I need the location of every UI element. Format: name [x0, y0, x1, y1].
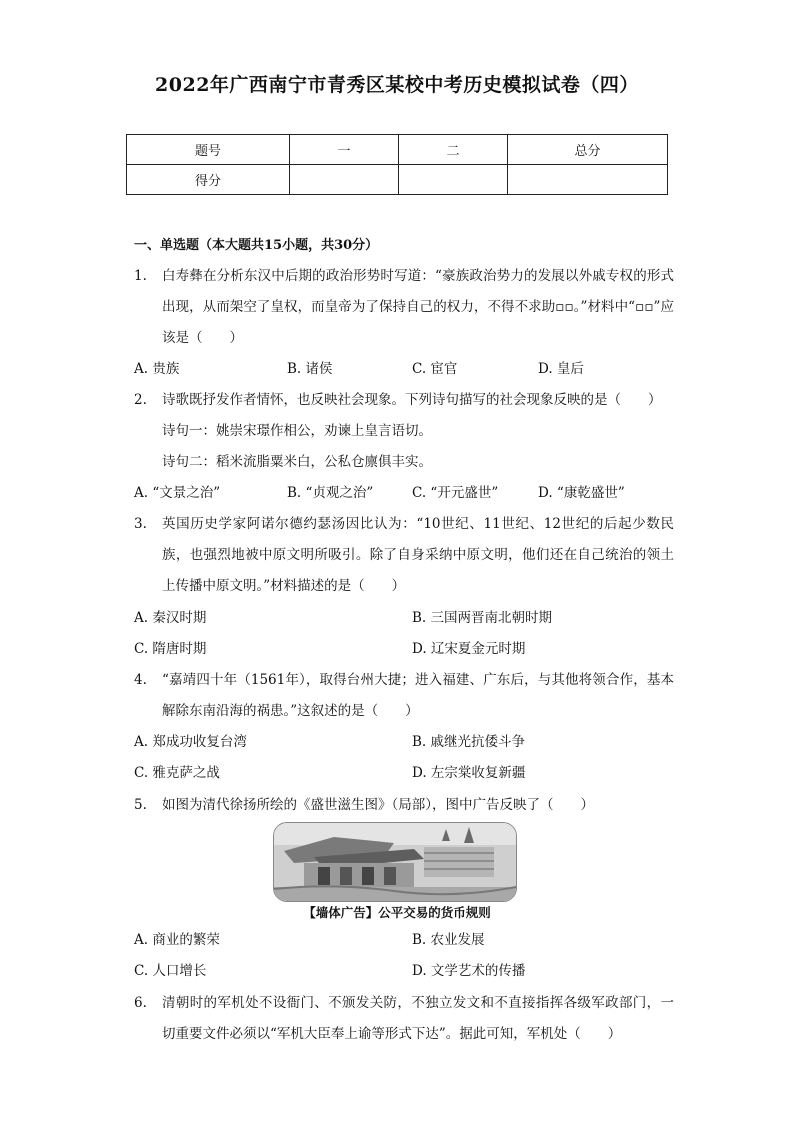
score-header-cell: 二	[399, 135, 508, 165]
score-cell[interactable]	[290, 165, 399, 195]
option-c[interactable]: C. 隋唐时期	[134, 641, 207, 657]
question-2	[134, 385, 674, 478]
option-c[interactable]: C. 人口增长	[134, 963, 207, 979]
option-d[interactable]: D. 辽宋夏金元时期	[412, 641, 526, 657]
exam-title: 2022年广西南宁市青秀区某校中考历史模拟试卷（四）	[155, 74, 639, 96]
option-c[interactable]: C. 宦官	[412, 361, 458, 377]
question-5-options-row2	[134, 956, 674, 987]
option-b[interactable]: B. 戚继光抗倭斗争	[412, 734, 526, 750]
question-4-options-row1	[134, 727, 674, 758]
question-number: 3.	[134, 516, 147, 532]
question-5	[134, 790, 674, 821]
score-row-label: 得分	[127, 165, 290, 195]
score-cell[interactable]	[399, 165, 508, 195]
question-number: 6.	[134, 995, 147, 1011]
question-text: 英国历史学家阿诺尔德约瑟汤因比认为：“10世纪、11世纪、12世纪的后起少数民族，也强烈地被中原文明所吸引。除了自身采纳中原文明，他们还在自己统治的领土上传播中原文明。”材料描述的是（ ）	[162, 516, 674, 594]
question-number: 2.	[134, 392, 147, 408]
question-4-options-row2	[134, 758, 674, 789]
option-a[interactable]: A. 秦汉时期	[134, 610, 207, 626]
question-number: 5.	[134, 797, 147, 813]
painting-sketch	[274, 823, 516, 901]
option-b[interactable]: B. 诸侯	[287, 361, 333, 377]
question-number: 4.	[134, 672, 147, 688]
question-text: 白寿彝在分析东汉中后期的政治形势时写道：“豪族政治势力的发展以外戚专权的形式出现，从而架空了皇权，而皇帝为了保持自己的权力，不得不求助▫▫。”材料中“▫▫”应该是（ ）	[162, 268, 674, 346]
score-header-cell: 一	[290, 135, 399, 165]
question-1	[134, 261, 674, 354]
score-table-header-row	[127, 135, 668, 165]
question-2-options	[134, 478, 674, 509]
question-1-options	[134, 354, 674, 385]
question-text: 清朝时的军机处不设衙门、不颁发关防，不独立发文和不直接指挥各级军政部门，一切重要文件必须以“军机大臣奉上谕等形式下达”。据此可知，军机处（ ）	[162, 995, 674, 1042]
question-6	[134, 988, 674, 1050]
question-3-options-row2	[134, 634, 674, 665]
score-table	[126, 134, 668, 195]
option-c[interactable]: C. “开元盛世”	[412, 485, 499, 501]
option-b[interactable]: B. 农业发展	[412, 932, 485, 948]
figure-caption: 【墙体广告】公平交易的货币规则	[303, 905, 491, 920]
question-4	[134, 665, 674, 727]
option-a[interactable]: A. 郑成功收复台湾	[134, 734, 247, 750]
score-header-cell: 题号	[127, 135, 290, 165]
question-5-options-row1	[134, 925, 674, 956]
question-3	[134, 509, 674, 602]
question-3-options-row1	[134, 603, 674, 634]
score-table-score-row	[127, 165, 668, 195]
option-d[interactable]: D. 文学艺术的传播	[412, 963, 526, 979]
question-text: 如图为清代徐扬所绘的《盛世滋生图》（局部），图中广告反映了（ ）	[162, 797, 594, 813]
section-heading: 一、单选题（本大题共15小题，共30分）	[134, 238, 379, 253]
option-d[interactable]: D. 皇后	[538, 361, 584, 377]
option-b[interactable]: B. “贞观之治”	[287, 485, 374, 501]
poem-line-1: 诗句一：姚崇宋璟作相公，劝谏上皇言语切。	[162, 423, 432, 439]
option-b[interactable]: B. 三国两晋南北朝时期	[412, 610, 553, 626]
question-text: 诗歌既抒发作者情怀，也反映社会现象。下列诗句描写的社会现象反映的是（ ）	[162, 392, 662, 408]
option-d[interactable]: D. “康乾盛世”	[538, 485, 625, 501]
option-c[interactable]: C. 雅克萨之战	[134, 765, 220, 781]
option-d[interactable]: D. 左宗棠收复新疆	[412, 765, 526, 781]
option-a[interactable]: A. 商业的繁荣	[134, 932, 220, 948]
option-a[interactable]: A. “文景之治”	[134, 485, 221, 501]
option-a[interactable]: A. 贵族	[134, 361, 180, 377]
poem-line-2: 诗句二：稻米流脂粟米白，公私仓廪俱丰实。	[162, 454, 432, 470]
score-header-cell: 总分	[508, 135, 668, 165]
score-cell[interactable]	[508, 165, 668, 195]
question-number: 1.	[134, 268, 147, 284]
question-text: “嘉靖四十年（1561年），取得台州大捷；进入福建、广东后，与其他将领合作，基本解除东南沿海的祸患。”这叙述的是（ ）	[162, 672, 674, 719]
painting-image	[273, 822, 517, 902]
